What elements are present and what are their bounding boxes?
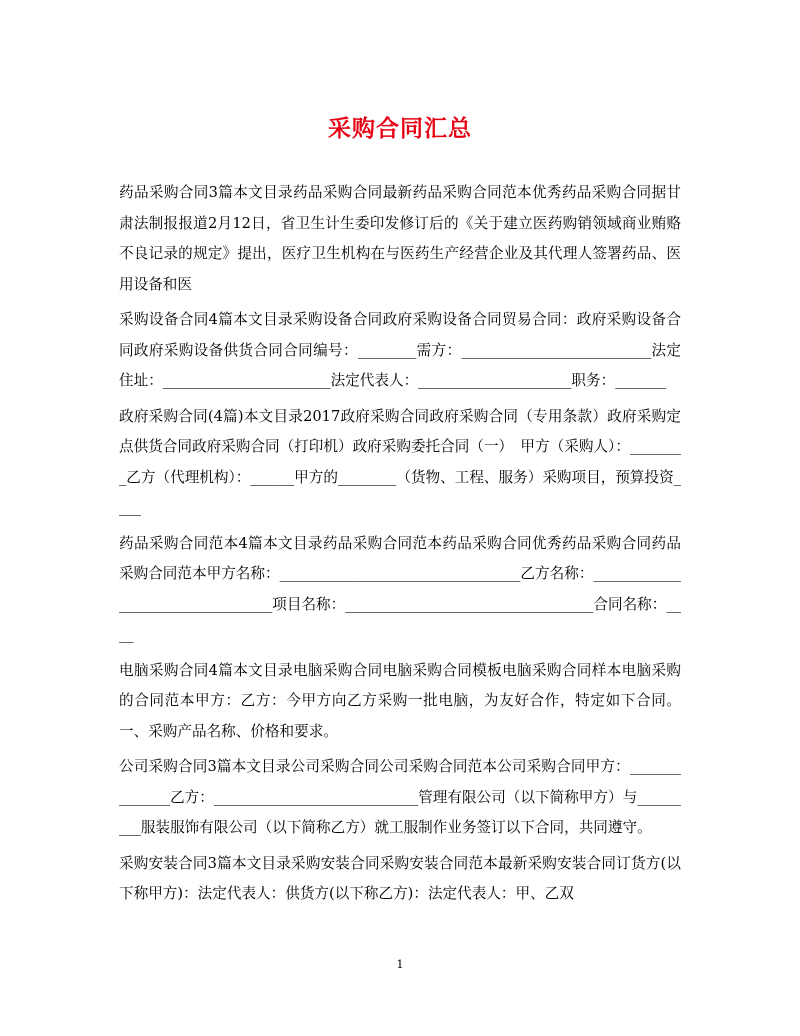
- document-title: 采购合同汇总: [328, 115, 472, 142]
- paragraph-company-purchase: 公司采购合同3篇本文目录公司采购合同公司采购合同范本公司采购合同甲方：______________乙方：____________________________管理有限公司（以下简称甲方）与_________服装服饰有限公司（以下简称乙方）就工服制作业务签订以下合同，共同遵守。: [119, 758, 681, 836]
- paragraph-government-purchase: 政府采购合同(4篇)本文目录2017政府采购合同政府采购合同（专用条款）政府采购定点供货合同政府采购合同（打印机）政府采购委托合同（一） 甲方（采购人）：________乙方（代理机构）：______甲方的________（货物、工程、服务）采购项目，预算投资____: [119, 407, 681, 516]
- page-number: 1: [396, 958, 404, 971]
- paragraph-computer-purchase: 电脑采购合同4篇本文目录电脑采购合同电脑采购合同模板电脑采购合同样本电脑采购的合同范本甲方：乙方：今甲方向乙方采购一批电脑，为友好合作，特定如下合同。一、采购产品名称、价格和要求。: [119, 661, 681, 740]
- paragraph-drug-purchase: 药品采购合同3篇本文目录药品采购合同最新药品采购合同范本优秀药品采购合同据甘肃法制报报道2月12日，省卫生计生委印发修订后的《关于建立医药购销领域商业贿赂不良记录的规定》提出，医疗卫生机构在与医药生产经营企业及其代理人签署药品、医用设备和医: [119, 184, 681, 293]
- paragraph-installation-purchase: 采购安装合同3篇本文目录采购安装合同采购安装合同范本最新采购安装合同订货方(以下称甲方)：法定代表人：供货方(以下称乙方)：法定代表人：甲、乙双: [119, 854, 681, 902]
- document-body: [119, 178, 681, 915]
- paragraph-equipment-purchase: 采购设备合同4篇本文目录采购设备合同政府采购设备合同贸易合同：政府采购设备合同政府采购设备供货合同合同编号：________需方：__________________________法定住址：_______________________法定代表人：_____________________职务：_______: [119, 311, 681, 389]
- paragraph-drug-contract-template: 药品采购合同范本4篇本文目录药品采购合同范本药品采购合同优秀药品采购合同药品采购合同范本甲方名称：_________________________________乙方名称：_________________________________项目名称：__________________________________合同名称：____: [119, 534, 681, 643]
